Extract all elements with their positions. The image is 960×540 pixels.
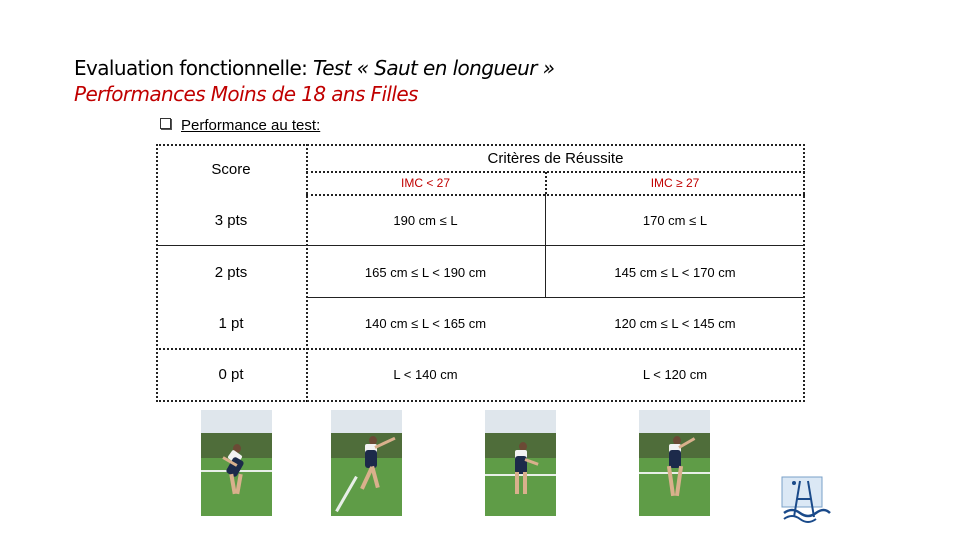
title-test-name: Test « Saut en longueur »	[313, 56, 555, 80]
row-1-imc-27-plus: 120 cm ≤ L < 145 cm	[614, 316, 736, 331]
row-0-imc-27-plus: L < 120 cm	[642, 367, 708, 382]
title-prefix: Evaluation fonctionnelle:	[74, 56, 314, 80]
row-1-imc-under-27: 140 cm ≤ L < 165 cm	[364, 316, 487, 331]
jump-photo-4	[639, 410, 710, 516]
row-3-imc-27-plus: 170 cm ≤ L	[642, 212, 708, 228]
jump-photo-2	[331, 410, 402, 516]
row-2-imc-27-plus: 145 cm ≤ L < 170 cm	[614, 264, 736, 280]
criteria-header: Critères de Réussite	[487, 149, 624, 167]
slide-title	[74, 55, 554, 107]
score-0-pt: 0 pt	[218, 366, 244, 383]
table-border-bottom	[156, 400, 805, 402]
score-table	[156, 144, 805, 402]
row-3-imc-under-27: 190 cm ≤ L	[393, 212, 458, 228]
title-line-1	[74, 55, 554, 81]
score-2-pts: 2 pts	[214, 263, 248, 281]
bullet-label: Performance au test:	[181, 117, 321, 134]
imc-27-plus-header: IMC ≥ 27	[650, 176, 700, 190]
row-2-imc-under-27: 165 cm ≤ L < 190 cm	[364, 264, 487, 280]
square-bullet-icon	[160, 118, 171, 129]
title-line-2: Performances Moins de 18 ans Filles	[74, 82, 418, 106]
score-1-pt: 1 pt	[218, 315, 244, 332]
jump-photo-3	[485, 410, 556, 516]
score-header: Score	[211, 160, 251, 178]
imc-under-27-header: IMC < 27	[400, 176, 451, 190]
federation-logo-icon	[778, 473, 834, 525]
jump-photo-1	[201, 410, 272, 516]
score-3-pts: 3 pts	[214, 211, 248, 229]
bullet-item	[160, 117, 320, 134]
row-0-imc-under-27: L < 140 cm	[393, 367, 458, 382]
